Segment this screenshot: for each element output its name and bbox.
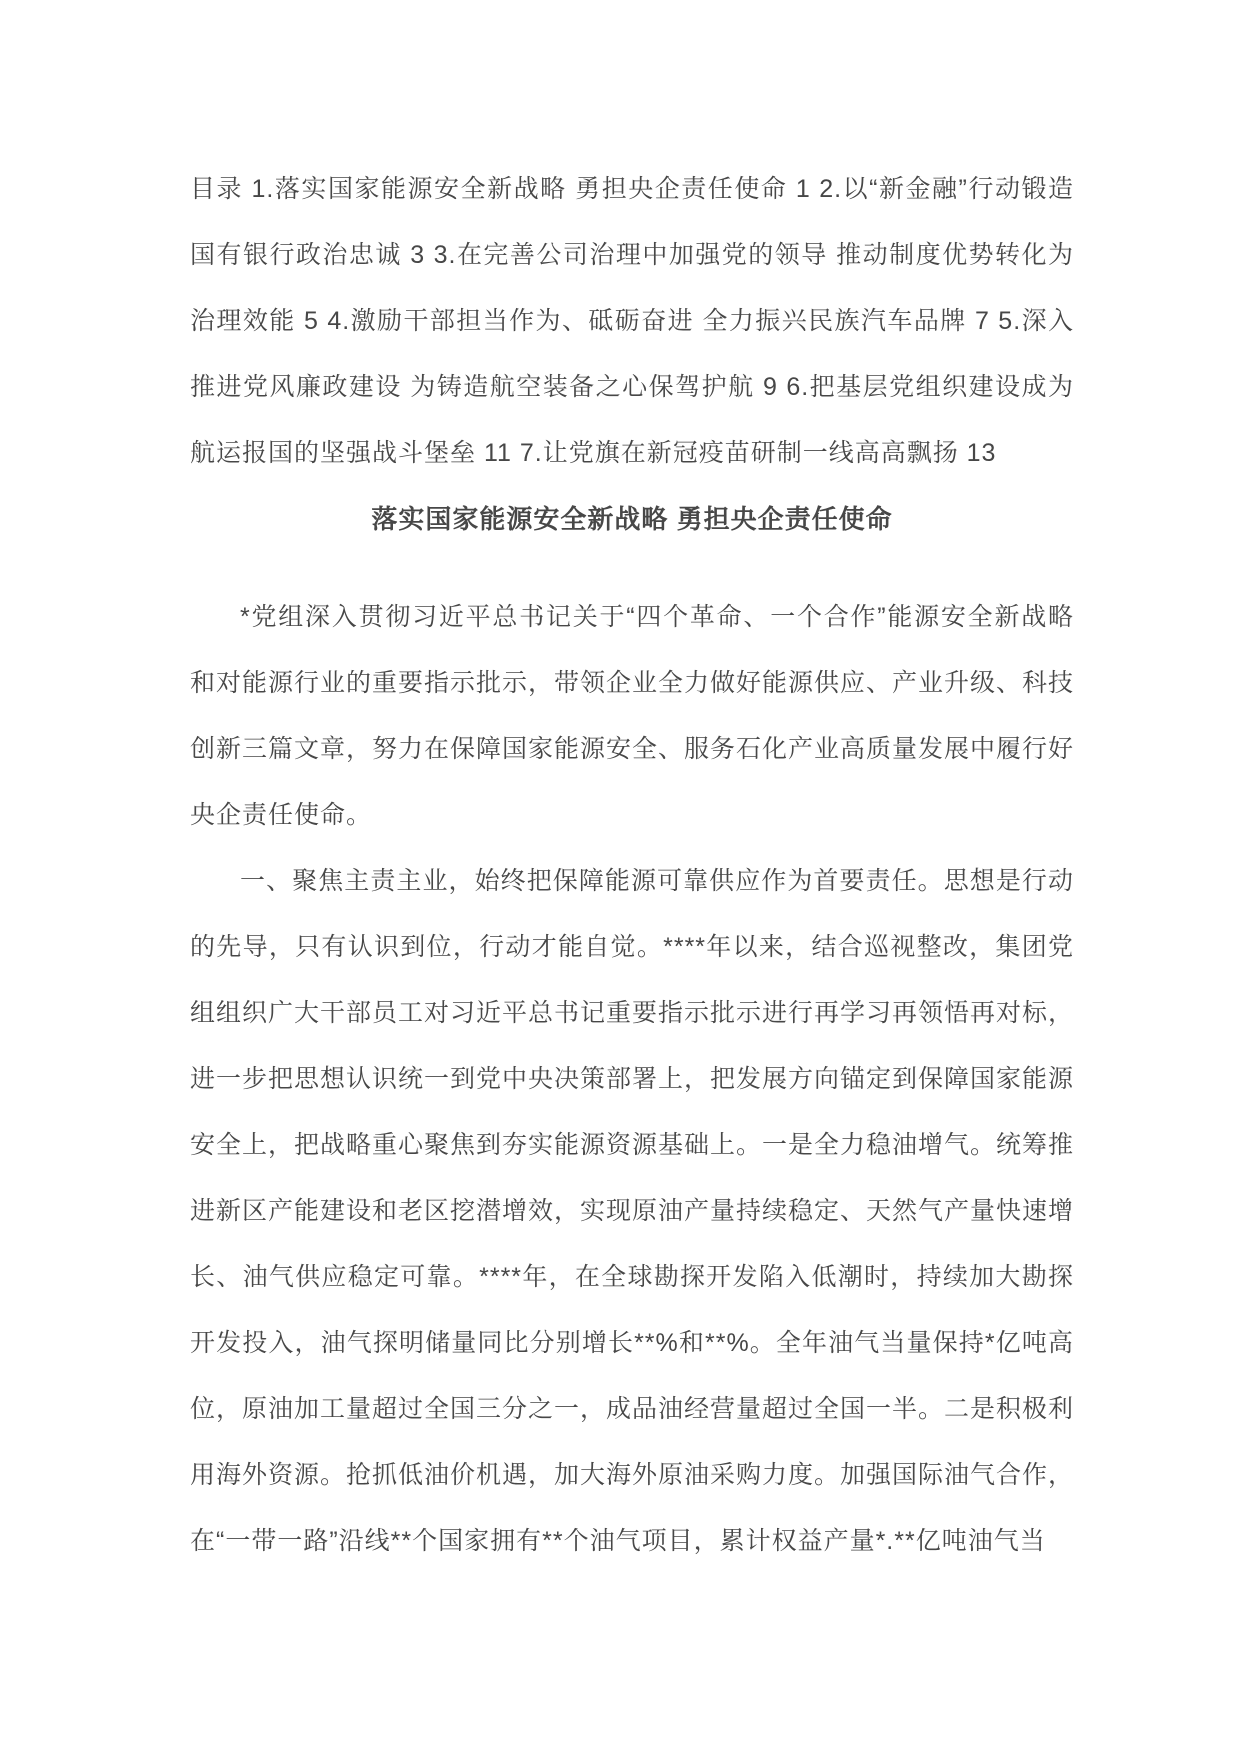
article-paragraph-1: *党组深入贯彻习近平总书记关于“四个革命、一个合作”能源安全新战略和对能源行业的重要指示批示，带领企业全力做好能源供应、产业升级、科技创新三篇文章，努力在保障国家能源安全、服务石化产业高质量发展中履行好央企责任使命。: [190, 603, 1075, 829]
article-title: 落实国家能源安全新战略 勇担央企责任使命: [371, 504, 893, 534]
document-content: [190, 156, 1074, 1574]
toc-paragraph: 目录 1.落实国家能源安全新战略 勇担央企责任使命 1 2.以“新金融”行动锻造国有银行政治忠诚 3 3.在完善公司治理中加强党的领导 推动制度优势转化为治理效能 5 4.激励干部担当作为、砥砺奋进 全力振兴民族汽车品牌 7 5.深入推进党风廉政建设 为铸造航空装备之心保驾护航 9 6.把基层党组织建设成为 航运报国的坚强战斗堡垒 11 7.让党旗在新冠疫苗研制一线高高飘扬 13: [190, 175, 1074, 467]
article-paragraph-2: 一、聚焦主责主业，始终把保障能源可靠供应作为首要责任。思想是行动的先导，只有认识到位，行动才能自觉。****年以来，结合巡视整改，集团党组组织广大干部员工对习近平总书记重要指示批示进行再学习再领悟再对标，进一步把思想认识统一到党中央决策部署上，把发展方向锚定到保障国家能源安全上，把战略重心聚焦到夯实能源资源基础上。一是全力稳油增气。统筹推进新区产能建设和老区挖潜增效，实现原油产量持续稳定、天然气产量快速增长、油气供应稳定可靠。****年，在全球勘探开发陷入低潮时，持续加大勘探开发投入，油气探明储量同比分别增长**%和**%。全年油气当量保持*亿吨高位，原油加工量超过全国三分之一，成品油经营量超过全国一半。二是积极利用海外资源。抢抓低油价机遇，加大海外原油采购力度。加强国际油气合作，在“一带一路”沿线**个国家拥有**个油气项目，累计权益产量*.**亿吨油气当: [190, 867, 1075, 1555]
